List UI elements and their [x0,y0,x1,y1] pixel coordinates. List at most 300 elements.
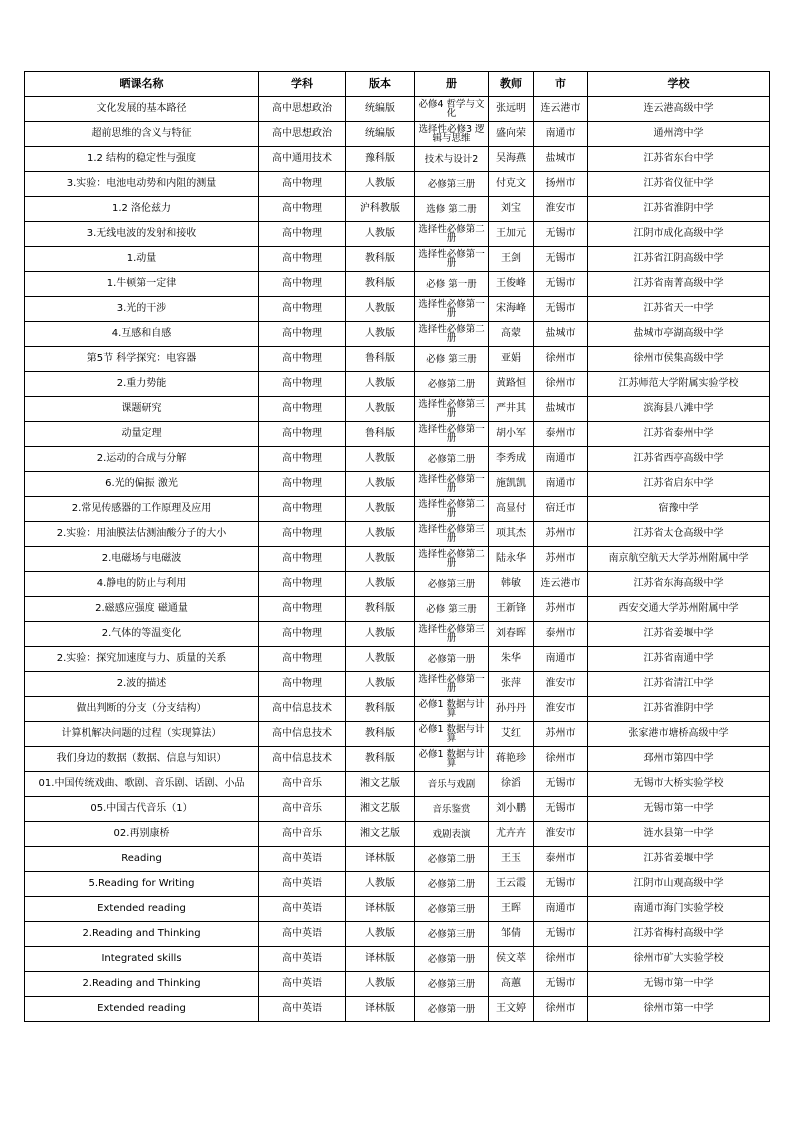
volume-cell: 选择性必修3 逻辑与思维 [415,122,489,147]
subject-cell: 高中通用技术 [259,147,346,172]
subject-cell: 高中物理 [259,472,346,497]
course-name-cell: 文化发展的基本路径 [25,97,259,122]
teacher-cell: 王玉 [489,847,534,872]
teacher-cell: 徐滔 [489,772,534,797]
school-cell: 无锡市大桥实验学校 [588,772,770,797]
school-cell: 江苏省东海高级中学 [588,572,770,597]
teacher-cell: 王文婷 [489,997,534,1022]
school-cell: 南通市海门实验学校 [588,897,770,922]
volume-cell: 必修第二册 [415,372,489,397]
edition-cell: 人教版 [346,172,415,197]
teacher-cell: 孙丹丹 [489,697,534,722]
col-header-volume: 册 [415,72,489,97]
course-name-cell: 6.光的偏振 激光 [25,472,259,497]
teacher-cell: 王云霞 [489,872,534,897]
volume-cell: 选择性必修第一册 [415,422,489,447]
edition-cell: 人教版 [346,447,415,472]
teacher-cell: 艾红 [489,722,534,747]
course-name-cell: 第5节 科学探究：电容器 [25,347,259,372]
school-cell: 通州湾中学 [588,122,770,147]
school-cell: 江苏省南菁高级中学 [588,272,770,297]
edition-cell: 统编版 [346,122,415,147]
school-cell: 江苏省启东中学 [588,472,770,497]
edition-cell: 人教版 [346,322,415,347]
col-header-subject: 学科 [259,72,346,97]
subject-cell: 高中物理 [259,297,346,322]
teacher-cell: 张远明 [489,97,534,122]
table-row [25,722,770,747]
school-cell: 江苏省西亭高级中学 [588,447,770,472]
school-cell: 江苏省太仓高级中学 [588,522,770,547]
table-row [25,822,770,847]
subject-cell: 高中物理 [259,347,346,372]
school-cell: 江苏省仪征中学 [588,172,770,197]
volume-cell: 必修 第三册 [415,347,489,372]
subject-cell: 高中信息技术 [259,697,346,722]
school-cell: 盐城市亭湖高级中学 [588,322,770,347]
volume-cell: 必修第一册 [415,997,489,1022]
table-row [25,622,770,647]
table-row [25,197,770,222]
edition-cell: 湘文艺版 [346,822,415,847]
edition-cell: 人教版 [346,647,415,672]
teacher-cell: 陆永华 [489,547,534,572]
table-row [25,572,770,597]
school-cell: 江苏省江阴高级中学 [588,247,770,272]
city-cell: 南通市 [534,897,588,922]
edition-cell: 教科版 [346,697,415,722]
course-name-cell: 5.Reading for Writing [25,872,259,897]
col-header-school: 学校 [588,72,770,97]
course-name-cell: 4.互感和自感 [25,322,259,347]
course-name-cell: Extended reading [25,997,259,1022]
course-name-cell: 3.实验：电池电动势和内阻的测量 [25,172,259,197]
city-cell: 无锡市 [534,247,588,272]
subject-cell: 高中英语 [259,897,346,922]
teacher-cell: 王俊峰 [489,272,534,297]
city-cell: 无锡市 [534,297,588,322]
school-cell: 江苏省清江中学 [588,672,770,697]
volume-cell: 选择性必修第二册 [415,322,489,347]
city-cell: 苏州市 [534,522,588,547]
teacher-cell: 盛向荣 [489,122,534,147]
subject-cell: 高中英语 [259,997,346,1022]
edition-cell: 人教版 [346,622,415,647]
table-row [25,972,770,997]
volume-cell: 选择性必修第三册 [415,397,489,422]
table-row [25,922,770,947]
city-cell: 连云港市 [534,97,588,122]
edition-cell: 人教版 [346,297,415,322]
city-cell: 南通市 [534,472,588,497]
volume-cell: 音乐鉴赏 [415,797,489,822]
subject-cell: 高中英语 [259,972,346,997]
edition-cell: 教科版 [346,722,415,747]
course-name-cell: 2.波的描述 [25,672,259,697]
city-cell: 无锡市 [534,272,588,297]
school-cell: 涟水县第一中学 [588,822,770,847]
school-cell: 宿豫中学 [588,497,770,522]
subject-cell: 高中音乐 [259,822,346,847]
course-name-cell: 4.静电的防止与利用 [25,572,259,597]
header-row [25,72,770,97]
volume-cell: 必修第二册 [415,847,489,872]
city-cell: 苏州市 [534,722,588,747]
volume-cell: 必修1 数据与计算 [415,747,489,772]
edition-cell: 鲁科版 [346,347,415,372]
subject-cell: 高中音乐 [259,797,346,822]
course-name-cell: Integrated skills [25,947,259,972]
course-name-cell: 1.2 结构的稳定性与强度 [25,147,259,172]
course-name-cell: 2.Reading and Thinking [25,922,259,947]
school-cell: 徐州市第一中学 [588,997,770,1022]
city-cell: 泰州市 [534,847,588,872]
edition-cell: 译林版 [346,947,415,972]
teacher-cell: 高显付 [489,497,534,522]
volume-cell: 技术与设计2 [415,147,489,172]
edition-cell: 人教版 [346,372,415,397]
subject-cell: 高中物理 [259,622,346,647]
course-name-cell: 01.中国传统戏曲、歌剧、音乐剧、话剧、小品 [25,772,259,797]
edition-cell: 人教版 [346,497,415,522]
edition-cell: 人教版 [346,972,415,997]
city-cell: 盐城市 [534,147,588,172]
course-name-cell: 2.磁感应强度 磁通量 [25,597,259,622]
volume-cell: 必修第二册 [415,872,489,897]
teacher-cell: 高蒙 [489,322,534,347]
subject-cell: 高中物理 [259,272,346,297]
edition-cell: 教科版 [346,747,415,772]
subject-cell: 高中英语 [259,847,346,872]
course-name-cell: 我们身边的数据（数据、信息与知识） [25,747,259,772]
course-name-cell: 2.重力势能 [25,372,259,397]
subject-cell: 高中物理 [259,197,346,222]
city-cell: 无锡市 [534,972,588,997]
subject-cell: 高中物理 [259,547,346,572]
course-name-cell: 1.动量 [25,247,259,272]
course-name-cell: 2.电磁场与电磁波 [25,547,259,572]
subject-cell: 高中英语 [259,922,346,947]
teacher-cell: 项其杰 [489,522,534,547]
teacher-cell: 刘宝 [489,197,534,222]
school-cell: 江苏省姜堰中学 [588,622,770,647]
table-row [25,597,770,622]
city-cell: 无锡市 [534,222,588,247]
table-row [25,647,770,672]
subject-cell: 高中物理 [259,672,346,697]
table-row [25,347,770,372]
teacher-cell: 宋海峰 [489,297,534,322]
subject-cell: 高中信息技术 [259,747,346,772]
school-cell: 无锡市第一中学 [588,797,770,822]
course-name-cell: 2.实验：探究加速度与力、质量的关系 [25,647,259,672]
table-row [25,247,770,272]
city-cell: 徐州市 [534,347,588,372]
subject-cell: 高中英语 [259,872,346,897]
table-row [25,897,770,922]
volume-cell: 必修4 哲学与文化 [415,97,489,122]
city-cell: 淮安市 [534,697,588,722]
school-cell: 江阴市山观高级中学 [588,872,770,897]
teacher-cell: 严井其 [489,397,534,422]
volume-cell: 必修第三册 [415,572,489,597]
course-name-cell: 02.再别康桥 [25,822,259,847]
school-cell: 张家港市塘桥高级中学 [588,722,770,747]
volume-cell: 选择性必修第一册 [415,472,489,497]
table-row [25,147,770,172]
subject-cell: 高中信息技术 [259,722,346,747]
volume-cell: 必修第一册 [415,647,489,672]
col-header-course-name: 晒课名称 [25,72,259,97]
table-row [25,797,770,822]
table-row [25,297,770,322]
subject-cell: 高中物理 [259,597,346,622]
table-row [25,372,770,397]
city-cell: 南通市 [534,647,588,672]
course-name-cell: 动量定理 [25,422,259,447]
city-cell: 无锡市 [534,922,588,947]
edition-cell: 人教版 [346,472,415,497]
school-cell: 徐州市侯集高级中学 [588,347,770,372]
table-row [25,122,770,147]
teacher-cell: 刘小鹏 [489,797,534,822]
edition-cell: 统编版 [346,97,415,122]
city-cell: 无锡市 [534,797,588,822]
subject-cell: 高中物理 [259,247,346,272]
school-cell: 江苏师范大学附属实验学校 [588,372,770,397]
edition-cell: 湘文艺版 [346,772,415,797]
edition-cell: 豫科版 [346,147,415,172]
city-cell: 连云港市 [534,572,588,597]
city-cell: 南通市 [534,122,588,147]
course-name-cell: 2.常见传感器的工作原理及应用 [25,497,259,522]
city-cell: 宿迁市 [534,497,588,522]
city-cell: 盐城市 [534,322,588,347]
school-cell: 江苏省南通中学 [588,647,770,672]
table-row [25,522,770,547]
col-header-edition: 版本 [346,72,415,97]
city-cell: 泰州市 [534,622,588,647]
volume-cell: 选择性必修第一册 [415,672,489,697]
teacher-cell: 张萍 [489,672,534,697]
city-cell: 徐州市 [534,997,588,1022]
city-cell: 淮安市 [534,822,588,847]
edition-cell: 鲁科版 [346,422,415,447]
teacher-cell: 施凯凯 [489,472,534,497]
volume-cell: 戏剧表演 [415,822,489,847]
table-row [25,697,770,722]
course-name-cell: 2.气体的等温变化 [25,622,259,647]
teacher-cell: 朱华 [489,647,534,672]
school-cell: 江苏省姜堰中学 [588,847,770,872]
edition-cell: 湘文艺版 [346,797,415,822]
table-row [25,472,770,497]
city-cell: 扬州市 [534,172,588,197]
edition-cell: 人教版 [346,397,415,422]
course-name-cell: 2.运动的合成与分解 [25,447,259,472]
teacher-cell: 蒋艳珍 [489,747,534,772]
table-row [25,772,770,797]
edition-cell: 人教版 [346,222,415,247]
volume-cell: 选择性必修第二册 [415,547,489,572]
school-cell: 徐州市矿大实验学校 [588,947,770,972]
table-row [25,447,770,472]
city-cell: 无锡市 [534,772,588,797]
teacher-cell: 王晖 [489,897,534,922]
subject-cell: 高中物理 [259,522,346,547]
school-cell: 无锡市第一中学 [588,972,770,997]
subject-cell: 高中思想政治 [259,97,346,122]
course-name-cell: 05.中国古代音乐（1） [25,797,259,822]
city-cell: 无锡市 [534,872,588,897]
school-cell: 江阴市成化高级中学 [588,222,770,247]
edition-cell: 译林版 [346,897,415,922]
edition-cell: 人教版 [346,922,415,947]
table-row [25,747,770,772]
school-cell: 江苏省东台中学 [588,147,770,172]
teacher-cell: 王新锋 [489,597,534,622]
volume-cell: 必修第一册 [415,947,489,972]
city-cell: 淮安市 [534,197,588,222]
subject-cell: 高中物理 [259,497,346,522]
course-name-cell: Reading [25,847,259,872]
teacher-cell: 黄路恒 [489,372,534,397]
subject-cell: 高中物理 [259,322,346,347]
teacher-cell: 刘春晖 [489,622,534,647]
edition-cell: 人教版 [346,522,415,547]
teacher-cell: 侯文萃 [489,947,534,972]
edition-cell: 译林版 [346,997,415,1022]
table-row [25,872,770,897]
subject-cell: 高中物理 [259,572,346,597]
volume-cell: 选修 第二册 [415,197,489,222]
volume-cell: 选择性必修第一册 [415,297,489,322]
school-cell: 江苏省淮阴中学 [588,697,770,722]
school-cell: 连云港高级中学 [588,97,770,122]
course-name-cell: 1.2 洛伦兹力 [25,197,259,222]
city-cell: 徐州市 [534,372,588,397]
course-name-cell: 3.无线电波的发射和接收 [25,222,259,247]
table-row [25,272,770,297]
edition-cell: 人教版 [346,572,415,597]
teacher-cell: 王剑 [489,247,534,272]
teacher-cell: 尤卉卉 [489,822,534,847]
table-row [25,947,770,972]
subject-cell: 高中物理 [259,647,346,672]
volume-cell: 选择性必修第二册 [415,497,489,522]
table-row [25,672,770,697]
edition-cell: 教科版 [346,247,415,272]
subject-cell: 高中物理 [259,172,346,197]
table-row [25,547,770,572]
city-cell: 淮安市 [534,672,588,697]
teacher-cell: 王加元 [489,222,534,247]
volume-cell: 选择性必修第三册 [415,522,489,547]
table-row [25,397,770,422]
edition-cell: 沪科教版 [346,197,415,222]
volume-cell: 必修1 数据与计算 [415,722,489,747]
volume-cell: 必修第三册 [415,922,489,947]
teacher-cell: 胡小军 [489,422,534,447]
course-name-cell: 2.实验：用油膜法估测油酸分子的大小 [25,522,259,547]
col-header-city: 市 [534,72,588,97]
course-table [24,71,770,1022]
city-cell: 苏州市 [534,597,588,622]
city-cell: 苏州市 [534,547,588,572]
table-row [25,172,770,197]
city-cell: 徐州市 [534,947,588,972]
teacher-cell: 邹倩 [489,922,534,947]
volume-cell: 必修第三册 [415,897,489,922]
course-name-cell: 1.牛顿第一定律 [25,272,259,297]
city-cell: 泰州市 [534,422,588,447]
course-name-cell: 2.Reading and Thinking [25,972,259,997]
course-name-cell: 课题研究 [25,397,259,422]
course-name-cell: 计算机解决问题的过程（实现算法） [25,722,259,747]
edition-cell: 译林版 [346,847,415,872]
edition-cell: 教科版 [346,272,415,297]
city-cell: 盐城市 [534,397,588,422]
school-cell: 江苏省天一中学 [588,297,770,322]
teacher-cell: 吴海燕 [489,147,534,172]
edition-cell: 人教版 [346,872,415,897]
teacher-cell: 高蕙 [489,972,534,997]
volume-cell: 选择性必修第二册 [415,222,489,247]
city-cell: 南通市 [534,447,588,472]
table-row [25,322,770,347]
subject-cell: 高中物理 [259,447,346,472]
teacher-cell: 李秀成 [489,447,534,472]
course-name-cell: 超前思维的含义与特征 [25,122,259,147]
edition-cell: 教科版 [346,597,415,622]
school-cell: 南京航空航天大学苏州附属中学 [588,547,770,572]
table-row [25,97,770,122]
course-name-cell: 做出判断的分支（分支结构） [25,697,259,722]
subject-cell: 高中物理 [259,372,346,397]
subject-cell: 高中思想政治 [259,122,346,147]
school-cell: 江苏省梅村高级中学 [588,922,770,947]
table-row [25,222,770,247]
col-header-teacher: 教师 [489,72,534,97]
volume-cell: 必修第三册 [415,172,489,197]
volume-cell: 音乐与戏剧 [415,772,489,797]
volume-cell: 必修第三册 [415,972,489,997]
school-cell: 西安交通大学苏州附属中学 [588,597,770,622]
table-row [25,497,770,522]
volume-cell: 必修 第一册 [415,272,489,297]
volume-cell: 必修 第三册 [415,597,489,622]
table-row [25,847,770,872]
edition-cell: 人教版 [346,547,415,572]
volume-cell: 选择性必修第三册 [415,622,489,647]
teacher-cell: 韩敏 [489,572,534,597]
subject-cell: 高中音乐 [259,772,346,797]
school-cell: 江苏省淮阴中学 [588,197,770,222]
table-row [25,422,770,447]
volume-cell: 选择性必修第一册 [415,247,489,272]
subject-cell: 高中物理 [259,222,346,247]
volume-cell: 必修第二册 [415,447,489,472]
edition-cell: 人教版 [346,672,415,697]
subject-cell: 高中物理 [259,397,346,422]
volume-cell: 必修1 数据与计算 [415,697,489,722]
table-row [25,997,770,1022]
city-cell: 徐州市 [534,747,588,772]
course-name-cell: 3.光的干涉 [25,297,259,322]
subject-cell: 高中物理 [259,422,346,447]
subject-cell: 高中英语 [259,947,346,972]
teacher-cell: 亚娟 [489,347,534,372]
